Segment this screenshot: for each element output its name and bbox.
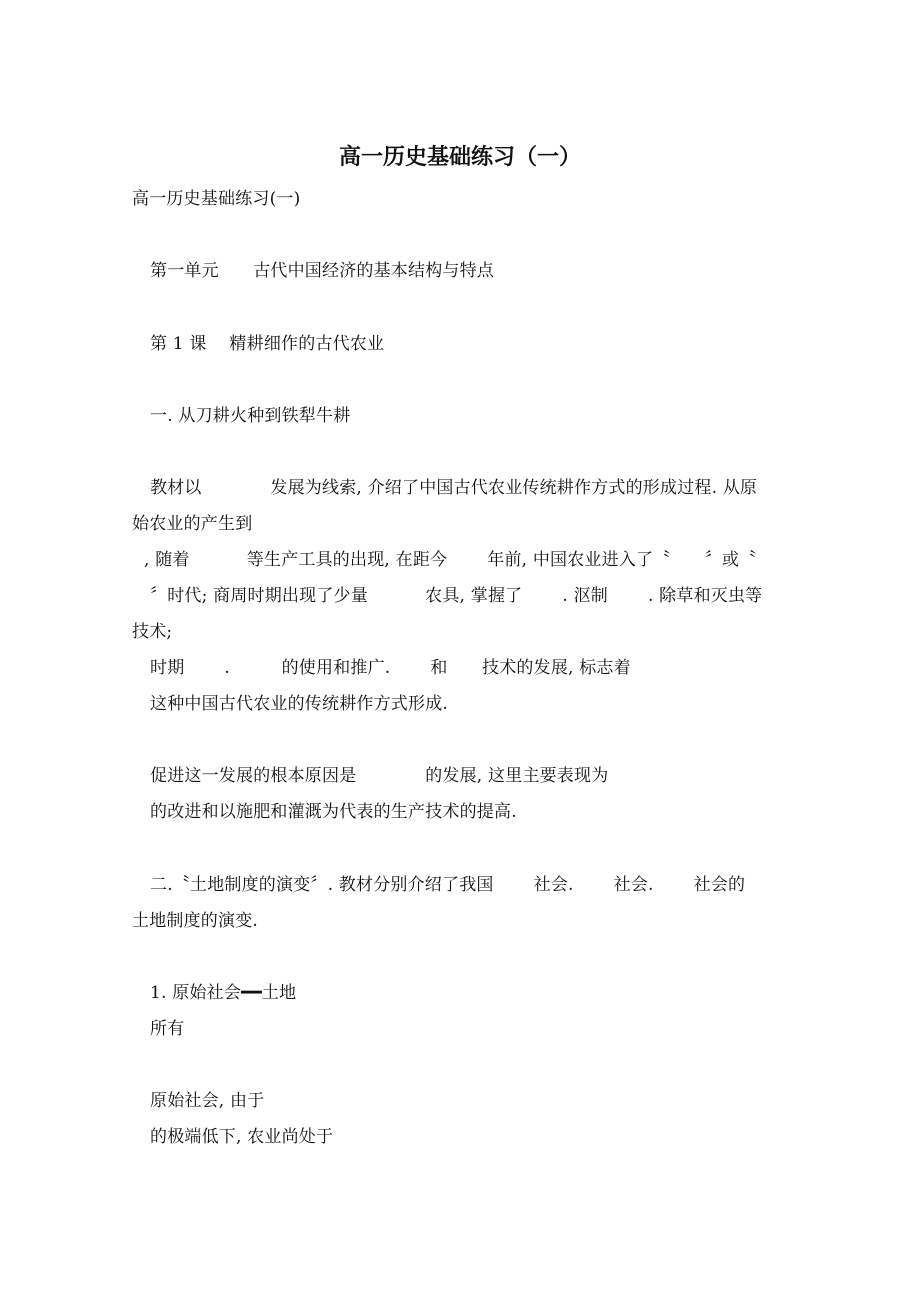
section-heading-2: 二.〝土地制度的演变〞. 教材分别介绍了我国 社会. 社会. 社会的 xyxy=(150,875,746,895)
paragraph-1-line-6: 时期 . 的使用和推广. 和 技术的发展, 标志着 xyxy=(150,658,631,678)
paragraph-1-line-4: 〞时代; 商周时期出现了少量 农具, 掌握了 . 沤制 . 除草和灭虫等 xyxy=(150,586,763,606)
paragraph-1-line-2: 始农业的产生到 xyxy=(132,514,253,534)
document-subtitle: 高一历史基础练习(一) xyxy=(132,189,301,209)
paragraph-2-line-2: 的改进和以施肥和灌溉为代表的生产技术的提高. xyxy=(150,802,517,822)
section-heading-2-continued: 土地制度的演变. xyxy=(132,911,259,931)
document-title: 高一历史基础练习（一） xyxy=(338,144,581,170)
item-1-heading: 1. 原始社会━━土地 xyxy=(150,983,297,1003)
paragraph-1-line-1: 教材以 发展为线索, 介绍了中国古代农业传统耕作方式的形成过程. 从原 xyxy=(150,478,758,498)
paragraph-1-line-5: 技术; xyxy=(132,622,173,642)
item-1-heading-continued: 所有 xyxy=(150,1019,185,1039)
section-heading-1: 一. 从刀耕火种到铁犁牛耕 xyxy=(150,406,351,426)
paragraph-3-line-1: 原始社会, 由于 xyxy=(150,1091,265,1111)
paragraph-1-line-7: 这种中国古代农业的传统耕作方式形成. xyxy=(150,694,449,714)
unit-heading: 第一单元 古代中国经济的基本结构与特点 xyxy=(150,261,494,281)
paragraph-1-line-3: , 随着 等生产工具的出现, 在距今 年前, 中国农业进入了〝 〞或〝 xyxy=(144,550,757,570)
paragraph-2-line-1: 促进这一发展的根本原因是 的发展, 这里主要表现为 xyxy=(150,766,609,786)
lesson-heading: 第 1 课 精耕细作的古代农业 xyxy=(150,334,385,354)
paragraph-3-line-2: 的极端低下, 农业尚处于 xyxy=(150,1127,334,1147)
